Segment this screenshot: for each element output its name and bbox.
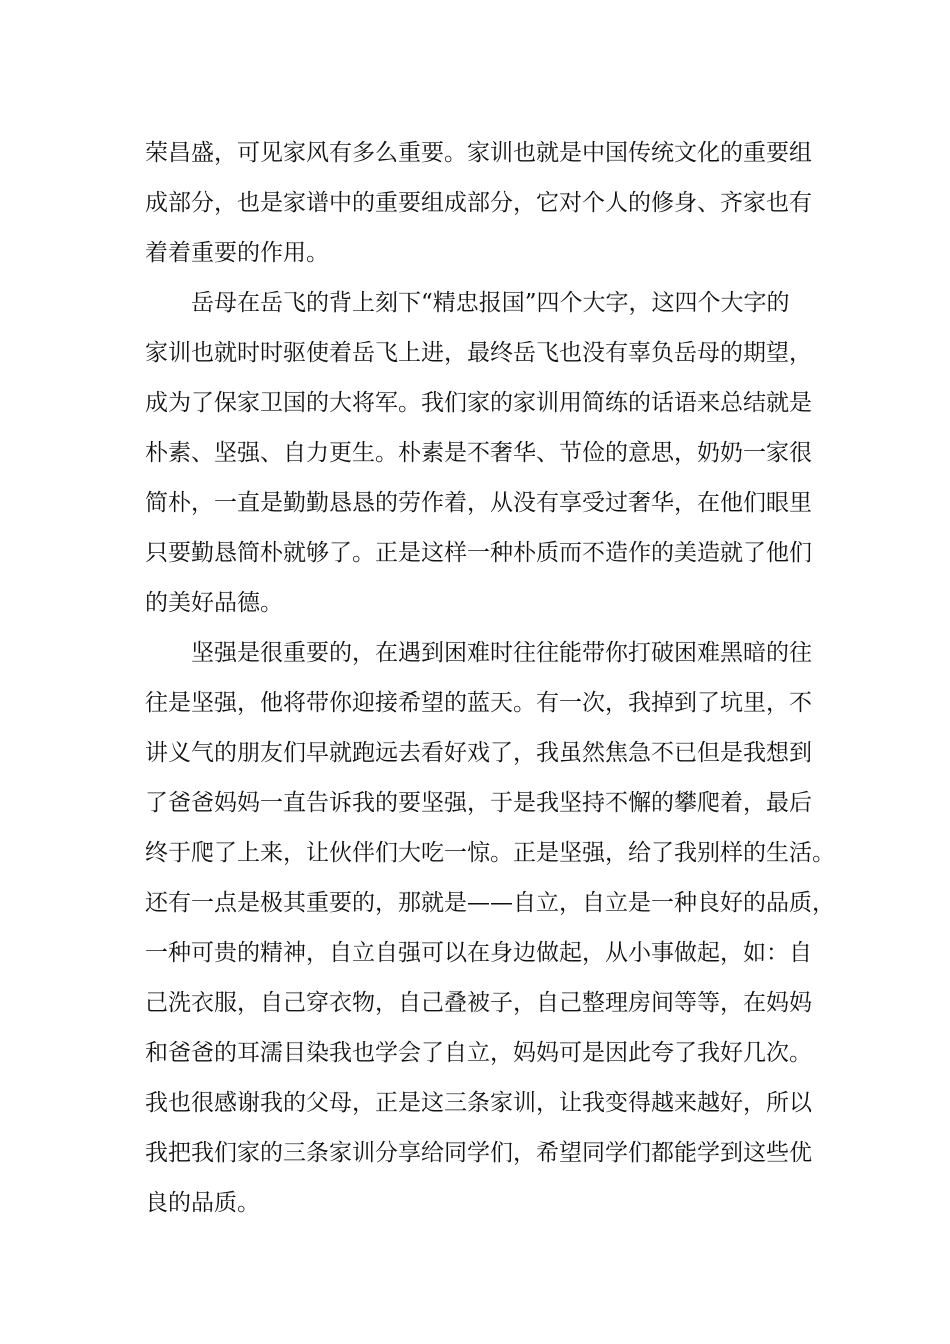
text-line: 终于爬了上来，让伙伴们大吃一惊。正是坚强，给了我别样的生活。 xyxy=(145,840,835,866)
text-line: 一种可贵的精神，自立自强可以在身边做起，从小事做起，如：自 xyxy=(145,940,812,966)
text-line: 还有一点是极其重要的，那就是——自立，自立是一种良好的品质， xyxy=(145,890,835,916)
text-line: 和爸爸的耳濡目染我也学会了自立，妈妈可是因此夸了我好几次。 xyxy=(145,1040,812,1066)
body-text xyxy=(145,128,835,1228)
text-line: 成为了保家卫国的大将军。我们家的家训用简练的话语来总结就是 xyxy=(145,390,812,416)
text-line: 讲义气的朋友们早就跑远去看好戏了，我虽然焦急不已但是我想到 xyxy=(145,740,812,766)
text-line: 良的品质。 xyxy=(145,1190,260,1216)
text-line: 我也很感谢我的父母，正是这三条家训，让我变得越来越好，所以 xyxy=(145,1090,812,1116)
text-line: 朴素、坚强、自力更生。朴素是不奢华、节俭的意思，奶奶一家很 xyxy=(145,440,812,466)
text-line: 己洗衣服，自己穿衣物，自己叠被子，自己整理房间等等，在妈妈 xyxy=(145,990,812,1016)
text-line: 成部分，也是家谱中的重要组成部分，它对个人的修身、齐家也有 xyxy=(145,190,812,216)
text-line: 岳母在岳飞的背上刻下“精忠报国”四个大字，这四个大字的 xyxy=(191,290,790,316)
text-line: 家训也就时时驱使着岳飞上进，最终岳飞也没有辜负岳母的期望， xyxy=(145,340,812,366)
text-line: 着着重要的作用。 xyxy=(145,240,329,266)
text-line: 的美好品德。 xyxy=(145,590,283,616)
text-line: 我把我们家的三条家训分享给同学们，希望同学们都能学到这些优 xyxy=(145,1140,812,1166)
text-line: 坚强是很重要的，在遇到困难时往往能带你打破困难黑暗的往 xyxy=(191,640,812,666)
text-line: 荣昌盛，可见家风有多么重要。家训也就是中国传统文化的重要组 xyxy=(145,140,812,166)
text-line: 简朴，一直是勤勤恳恳的劳作着，从没有享受过奢华，在他们眼里 xyxy=(145,490,812,516)
text-line: 往是坚强，他将带你迎接希望的蓝天。有一次，我掉到了坑里，不 xyxy=(145,690,812,716)
text-line: 只要勤恳简朴就够了。正是这样一种朴质而不造作的美造就了他们 xyxy=(145,540,812,566)
text-line: 了爸爸妈妈一直告诉我的要坚强，于是我坚持不懈的攀爬着，最后 xyxy=(145,790,812,816)
